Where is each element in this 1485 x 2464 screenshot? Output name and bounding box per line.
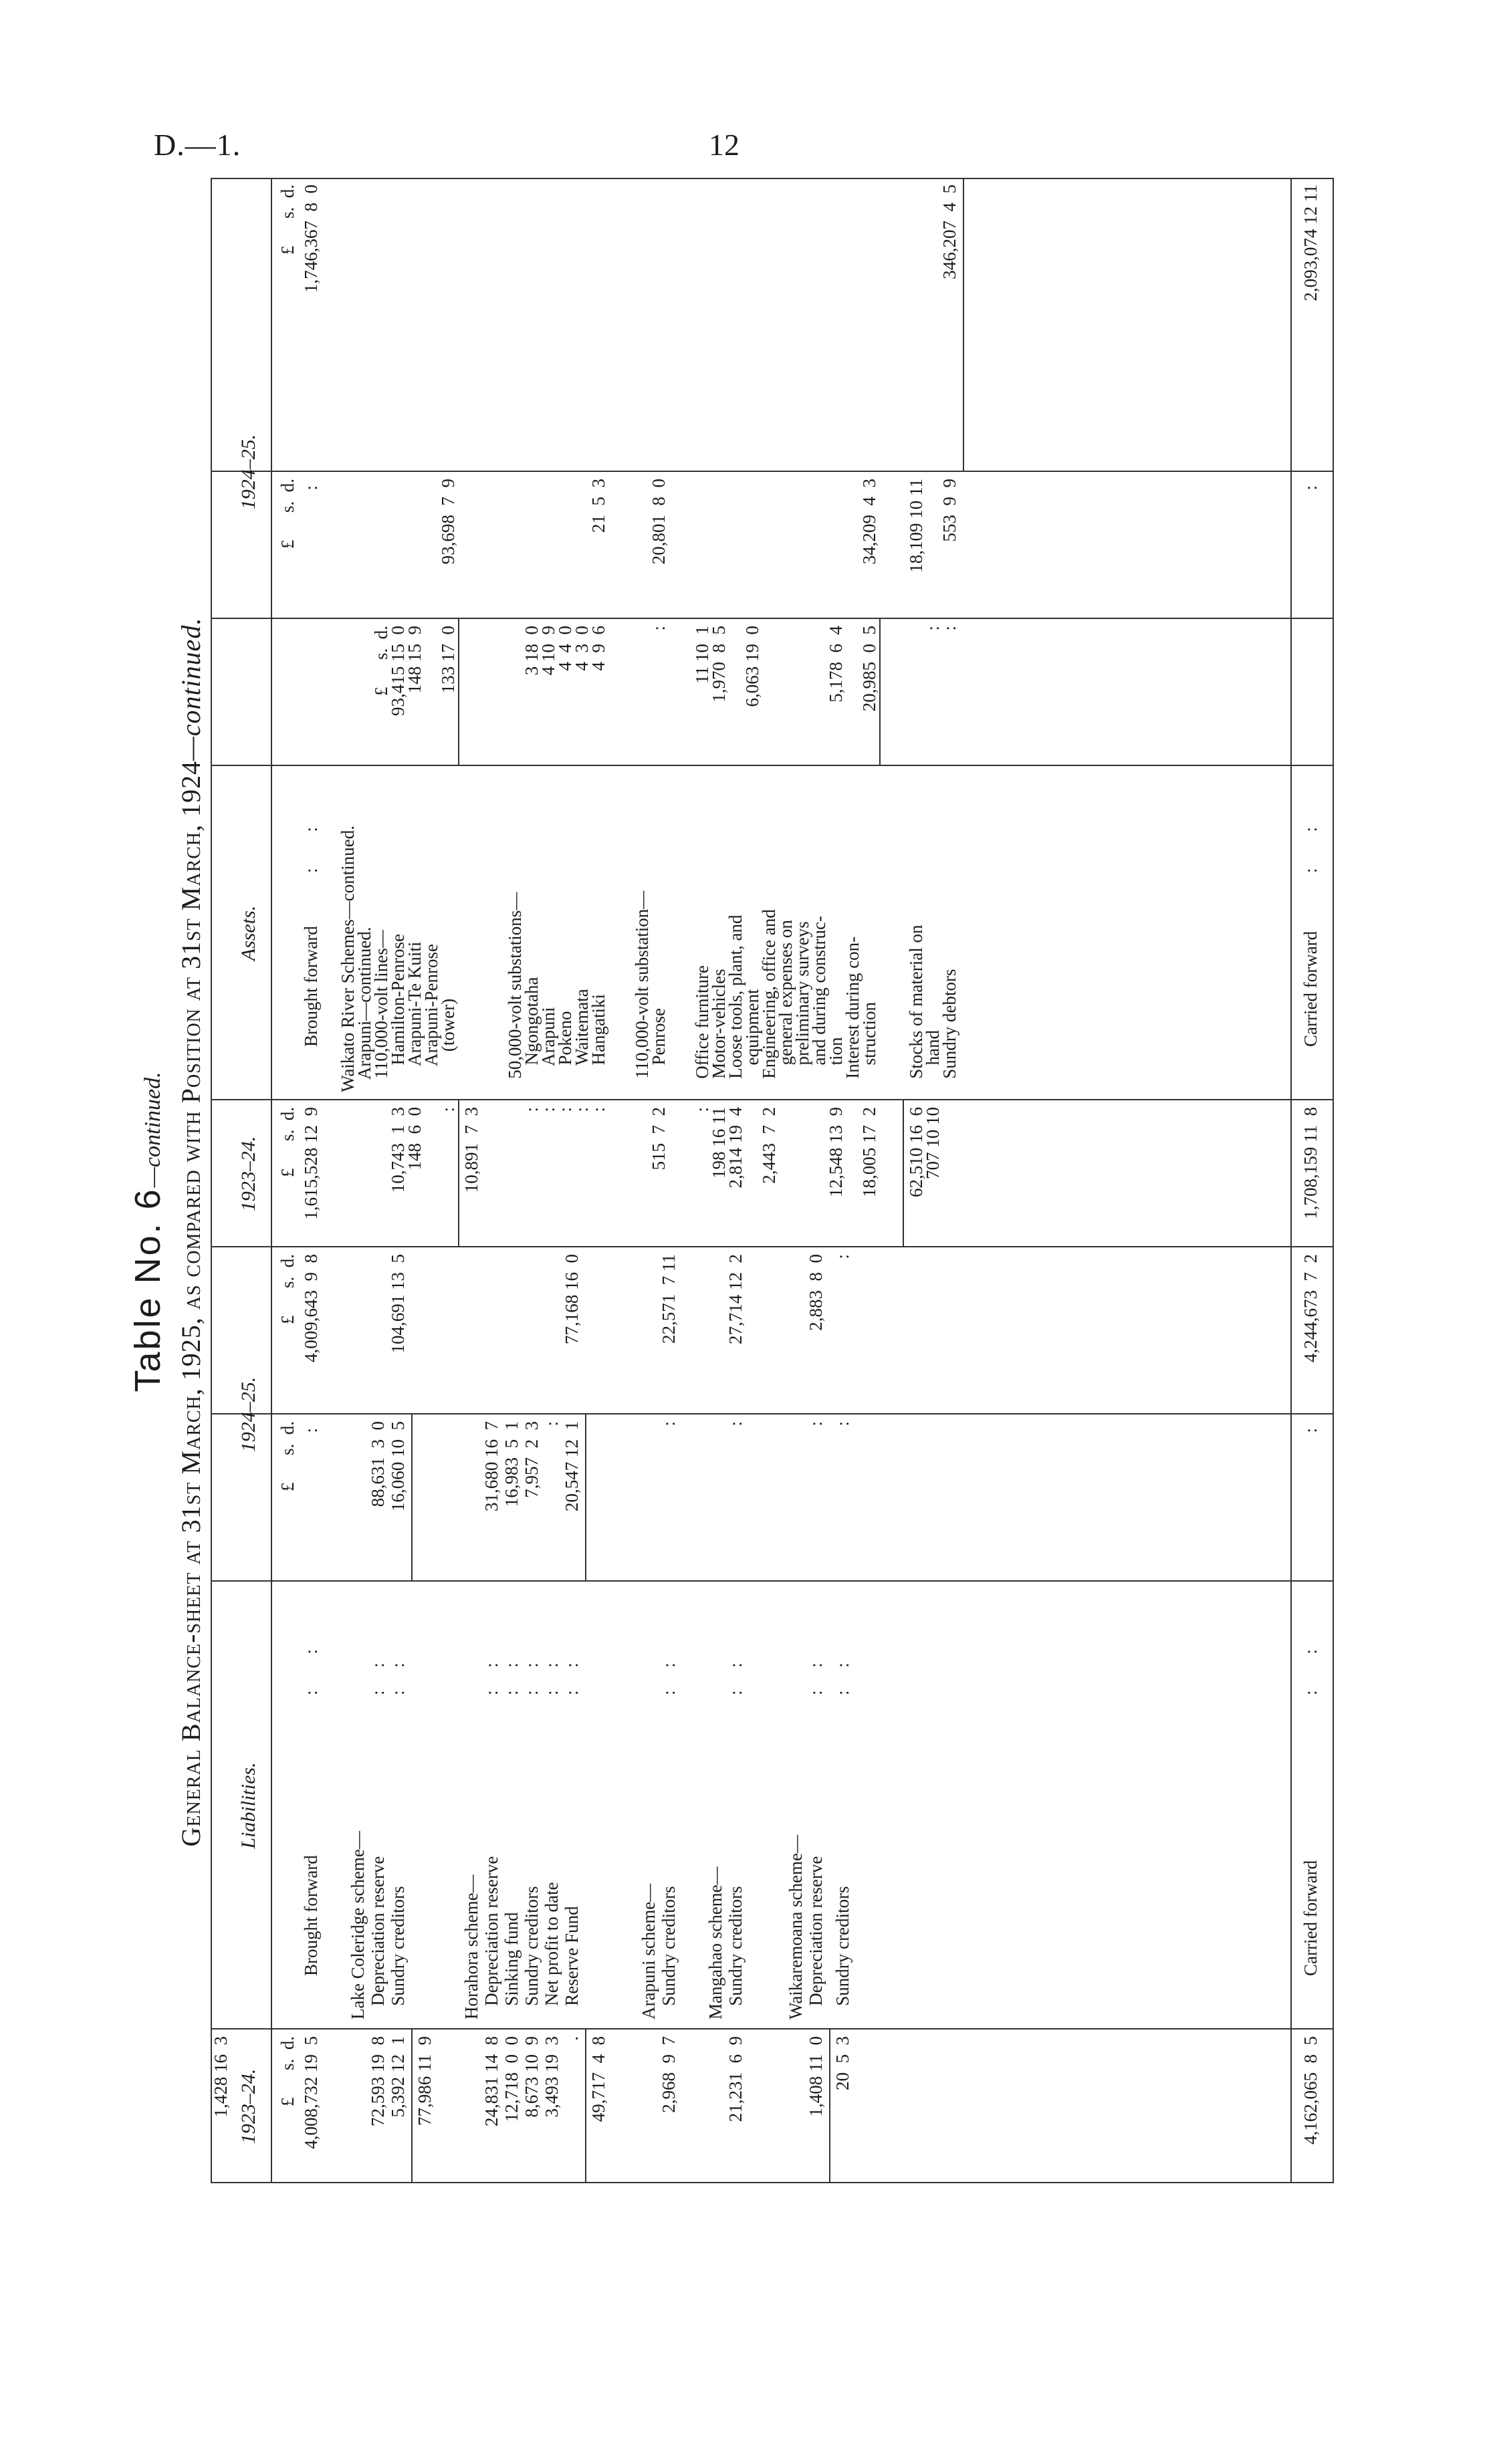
liab-row-1-sub: 88,631 3 0 (368, 1421, 388, 1507)
asset-row-17-prior: 198 16 11 (709, 1107, 729, 1179)
liab-bf-label: Brought forward (301, 1855, 321, 1976)
table-bottom-border (1333, 178, 1334, 2183)
liab-row-9-sub: 20,547 12 1 (562, 1421, 582, 1511)
liab-row-2-label: Sundry creditors (388, 1886, 408, 2019)
asset-row-3-prior: 10,743 1 3 (388, 1107, 408, 1193)
liab-row-12-sub: : (659, 1421, 679, 1427)
liab-total-currency: £ s. d. (277, 1254, 298, 1325)
column-rule-7 (211, 471, 1334, 472)
asset-row-7-prior: 10,891 7 3 (461, 1107, 481, 1193)
asset-row-2-item: £ s. d. (371, 626, 391, 697)
asset-row-4-item: 148 15 9 (405, 626, 425, 694)
liab-bf-prior: 4,008,732 19 5 (301, 2036, 321, 2149)
asset-cf-dots: : : (1300, 826, 1321, 873)
liab-row-6-label: Sinking fund (501, 1912, 522, 2019)
asset-row-12-label: Waitemata (572, 989, 592, 1092)
asset-row-12-item: 4 3 0 (572, 626, 592, 671)
liab-row-2-total: 104,691 13 5 (388, 1254, 408, 1354)
asset-row-28-item: : (923, 626, 943, 631)
asset-interest-item-rule (879, 619, 881, 766)
asset-row-9-prior: : (522, 1107, 542, 1112)
liab-row-5-prior: 24,831 14 8 (481, 2036, 501, 2126)
liab-row-17-prior: 20 5 3 (832, 2036, 852, 2090)
carried-forward-rule (1290, 178, 1292, 2183)
asset-row-8-label: 50,000-volt substations— (505, 892, 525, 1092)
liab-row-14-sub: : (725, 1421, 746, 1427)
asset-bf-prior: 1,615,528 12 9 (301, 1107, 321, 1220)
asset-bf-sub: : (301, 485, 321, 491)
asset-row-15-sub: 20,801 8 0 (649, 479, 669, 565)
asset-row-0-label: Waikato River Schemes—continued. (338, 826, 358, 1092)
asset-row-4-label: Arapuni-Te Kuiti (405, 941, 425, 1092)
liab-row-8-prior: 3,493 19 3 (542, 2036, 562, 2118)
liab-row-6-dots: : : (501, 1662, 522, 1695)
liab-row-9-label: Reserve Fund (562, 1906, 582, 2019)
asset-interest-subtotal-rule (903, 1100, 904, 1247)
asset-row-13-label: Hangatiki (588, 994, 608, 1092)
table-title-suffix: —continued. (140, 1072, 165, 1188)
asset-row-25-label: Interest during con- (842, 936, 863, 1092)
column-rule-2 (211, 1413, 1334, 1414)
asset-lines-subtotal-rule (458, 1100, 459, 1247)
table-subtitle-text: General Balance-sheet at 31st March, 1925, as compared with Position at 31st March, 1924 (176, 760, 206, 1847)
asset-row-23-label: and during construc- (809, 916, 829, 1092)
asset-row-3-item: 93,415 15 0 (388, 626, 408, 716)
asset-row-11-label: Pokeno (555, 1011, 575, 1092)
liab-row-1-prior: 72,593 19 8 (368, 2036, 388, 2126)
asset-row-9-item: 3 18 0 (522, 626, 542, 676)
liab-row-16-dots: : : (806, 1662, 826, 1695)
table-top-border (211, 178, 212, 2183)
asset-row-21-label: general expenses on (776, 920, 796, 1092)
liab-row-10-prior: 49,717 4 8 (588, 2036, 608, 2122)
asset-row-29-total: 346,207 4 5 (939, 184, 959, 279)
table-title (127, 0, 168, 2464)
asset-row-15-label: Penrose (649, 1008, 669, 1092)
liab-row-9-dots: : : (562, 1662, 582, 1695)
table-subtitle-suffix: —continued. (176, 617, 206, 761)
asset-row-6-label: (tower) (438, 998, 458, 1092)
liab-col-1923-heading: 1923–24. (237, 2068, 259, 2144)
liab-row-18-prior: 1,428 16 3 (211, 2036, 231, 2118)
asset-bf-current: 1,746,367 8 0 (301, 184, 321, 293)
liab-row-7-sub: 7,957 2 3 (522, 1421, 542, 1498)
liab-row-16-sub: : (806, 1421, 826, 1427)
asset-row-28-label: hand (923, 1030, 943, 1092)
table-right-border (211, 178, 1334, 179)
liab-lake-subtotal-rule (411, 2029, 413, 2183)
asset-sub-currency: £ s. d. (277, 479, 298, 549)
table-title-text: Table No. 6 (128, 1187, 168, 1392)
asset-row-24-item: 5,178 6 4 (826, 626, 846, 703)
table-left-border (211, 2182, 1334, 2183)
liab-row-6-sub: 16,983 5 1 (501, 1421, 522, 1507)
asset-total-rule (963, 178, 964, 472)
liab-waikaremoana-subtotal-rule (829, 2029, 830, 2183)
table-subtitle (175, 0, 207, 2464)
liab-row-5-label: Depreciation reserve (481, 1856, 501, 2019)
liab-row-13-label: Mangahao scheme— (705, 1866, 725, 2019)
liab-cf-prior: 4,162,065 8 5 (1300, 2036, 1321, 2144)
liab-row-6-prior: 12,718 0 0 (501, 2036, 522, 2122)
liab-row-1-dots: : : (368, 1662, 388, 1695)
asset-row-19-item: 6,063 19 0 (742, 626, 762, 707)
liab-row-7-dots: : : (522, 1662, 542, 1695)
liab-sub-currency: £ s. d. (277, 1421, 298, 1492)
assets-heading: Assets. (237, 905, 259, 961)
liab-row-5-sub: 31,680 16 7 (481, 1421, 501, 1511)
asset-row-22-label: preliminary surveys (792, 921, 812, 1092)
asset-bf-label: Brought forward (301, 926, 321, 1047)
column-rule-0 (211, 2028, 1334, 2029)
asset-row-24-prior: 12,548 13 9 (826, 1107, 846, 1197)
asset-row-27-label: Stocks of material on (906, 925, 926, 1092)
liab-row-2-sub: 16,060 10 5 (388, 1421, 408, 1511)
liab-row-9-prior: . (562, 2036, 582, 2041)
liab-row-15-label: Waikaremoana scheme— (786, 1835, 806, 2019)
asset-row-27-prior: 62,510 16 6 (906, 1107, 926, 1197)
asset-row-26-prior: 18,005 17 2 (859, 1107, 879, 1197)
asset-cf-current: 2,093,074 12 11 (1300, 184, 1321, 301)
column-rule-3 (211, 1246, 1334, 1247)
liab-cf-current: 4,244,673 7 2 (1300, 1254, 1321, 1362)
liab-cf-sub: : (1300, 1428, 1321, 1433)
asset-row-13-prior: : (588, 1107, 608, 1112)
asset-row-3-label: Hamilton-Penrose (388, 934, 408, 1092)
liab-row-3-prior: 77,986 11 9 (415, 2036, 435, 2126)
liab-row-7-prior: 8,673 10 9 (522, 2036, 542, 2118)
liab-cf-dots: : : (1300, 1648, 1321, 1695)
liab-row-14-dots: : : (725, 1662, 746, 1695)
liab-row-4-label: Horahora scheme— (461, 1874, 481, 2019)
asset-row-1-label: Arapuni—continued. (354, 927, 374, 1092)
liab-row-11-label: Arapuni scheme— (639, 1883, 659, 2019)
asset-row-16-item: 11 10 1 (692, 626, 712, 684)
liab-col-1924-heading: 1924–25. (237, 1376, 259, 1453)
asset-cf-prior: 1,708,159 11 8 (1300, 1107, 1321, 1219)
liab-horahora-sub-rule (585, 1414, 586, 1582)
liab-row-8-sub: : (542, 1421, 562, 1427)
liab-horahora-subtotal-rule (585, 2029, 586, 2183)
asset-cf-label: Carried forward (1300, 931, 1321, 1047)
asset-row-24-label: tion (826, 1037, 846, 1092)
asset-row-13-sub: 21 5 3 (588, 479, 608, 533)
asset-row-6-sub: 93,698 7 9 (438, 479, 458, 565)
asset-prior-currency: £ s. d. (277, 1107, 298, 1178)
asset-row-17-label: Motor-vehicles (709, 969, 729, 1092)
asset-row-28-prior: 707 10 10 (923, 1107, 943, 1179)
liab-prior-currency: £ s. d. (277, 2036, 298, 2107)
asset-row-16-label: Office furniture (692, 965, 712, 1092)
liab-row-12-prior: 2,968 9 7 (659, 2036, 679, 2113)
liab-row-1-label: Depreciation reserve (368, 1856, 388, 2019)
asset-lines-item-rule (458, 619, 459, 766)
column-rule-4 (211, 1099, 1334, 1100)
asset-row-29-label: Sundry debtors (939, 969, 959, 1092)
asset-cf-sub: : (1300, 485, 1321, 491)
liab-bf-sub: : (301, 1428, 321, 1433)
asset-row-29-sub: 553 9 9 (939, 479, 959, 542)
liab-row-14-total: 27,714 12 2 (725, 1254, 746, 1344)
liab-row-16-label: Depreciation reserve (806, 1856, 826, 2019)
asset-row-12-prior: : (572, 1107, 592, 1112)
liab-row-16-prior: 1,408 11 0 (806, 2036, 826, 2117)
asset-row-5-label: Arapuni-Penrose (421, 944, 441, 1092)
liab-row-2-prior: 5,392 12 1 (388, 2036, 408, 2118)
asset-row-6-item: 133 17 0 (438, 626, 458, 694)
asset-row-26-label: struction (859, 1002, 879, 1092)
liab-lake-sub-rule (411, 1414, 413, 1582)
asset-row-18-prior: 2,814 19 4 (725, 1107, 746, 1189)
liab-row-9-total: 77,168 16 0 (562, 1254, 582, 1344)
asset-col-1924-heading: 1924–25. (237, 434, 259, 510)
liab-row-16-total: 2,883 8 0 (806, 1254, 826, 1331)
liab-row-12-dots: : : (659, 1662, 679, 1695)
liab-row-0-label: Lake Coleridge scheme— (348, 1831, 368, 2019)
asset-row-26-sub: 34,209 4 3 (859, 479, 879, 565)
asset-row-10-prior: : (538, 1107, 558, 1112)
header-underline (271, 178, 272, 2183)
column-rule-5 (211, 765, 1334, 766)
liab-row-12-total: 22,571 7 11 (659, 1254, 679, 1344)
asset-row-15-item: : (649, 626, 669, 631)
liab-row-17-label: Sundry creditors (832, 1886, 852, 2019)
liab-row-17-sub: : (832, 1421, 852, 1427)
liab-cf-label: Carried forward (1300, 1860, 1321, 1976)
asset-row-10-item: 4 10 9 (538, 626, 558, 676)
asset-col-1923-heading: 1923–24. (237, 1136, 259, 1212)
asset-row-11-item: 4 4 0 (555, 626, 575, 671)
asset-row-6-prior: : (438, 1107, 458, 1112)
page-reference: D.—1. (154, 128, 241, 162)
asset-row-11-prior: : (555, 1107, 575, 1112)
liab-row-14-label: Sundry creditors (725, 1886, 746, 2019)
liab-row-17-total: : (832, 1254, 852, 1259)
asset-row-29-item: : (939, 626, 959, 631)
asset-row-27-sub: 18,109 10 11 (906, 479, 926, 573)
asset-row-9-label: Ngongotaha (522, 977, 542, 1092)
liab-row-5-dots: : : (481, 1662, 501, 1695)
asset-bf-dots: : : (301, 826, 321, 873)
asset-total-currency: £ s. d. (277, 184, 298, 255)
liab-row-14-prior: 21,231 6 9 (725, 2036, 746, 2122)
asset-row-20-label: Engineering, office and (759, 909, 779, 1092)
asset-row-16-prior: : (692, 1107, 712, 1112)
page-number: 12 (709, 128, 739, 162)
liab-bf-current: 4,009,643 9 8 (301, 1254, 321, 1362)
asset-row-17-item: 1,970 8 5 (709, 626, 729, 703)
liabilities-heading: Liabilities. (237, 1762, 259, 1849)
liab-row-17-dots: : : (832, 1662, 852, 1695)
asset-row-26-item: 20,985 0 5 (859, 626, 879, 712)
liab-row-8-dots: : : (542, 1662, 562, 1695)
asset-row-14-label: 110,000-volt substation— (632, 890, 652, 1092)
asset-row-4-prior: 148 6 0 (405, 1107, 425, 1171)
liab-row-2-dots: : : (388, 1662, 408, 1695)
asset-row-15-prior: 515 7 2 (649, 1107, 669, 1171)
asset-row-18-label: Loose tools, plant, and (725, 914, 746, 1092)
liab-row-12-label: Sundry creditors (659, 1886, 679, 2019)
liab-row-8-label: Net profit to date (542, 1882, 562, 2019)
asset-row-13-item: 4 9 6 (588, 626, 608, 671)
liab-bf-dots: : : (301, 1648, 321, 1695)
asset-row-20-prior: 2,443 7 2 (759, 1107, 779, 1184)
asset-row-19-label: equipment (742, 989, 762, 1092)
column-rule-6 (211, 618, 1334, 619)
asset-row-2-label: 110,000-volt lines— (371, 930, 391, 1092)
asset-row-10-label: Arapuni (538, 1007, 558, 1092)
balance-sheet-table (211, 178, 1334, 2183)
liab-row-7-label: Sundry creditors (522, 1886, 542, 2019)
